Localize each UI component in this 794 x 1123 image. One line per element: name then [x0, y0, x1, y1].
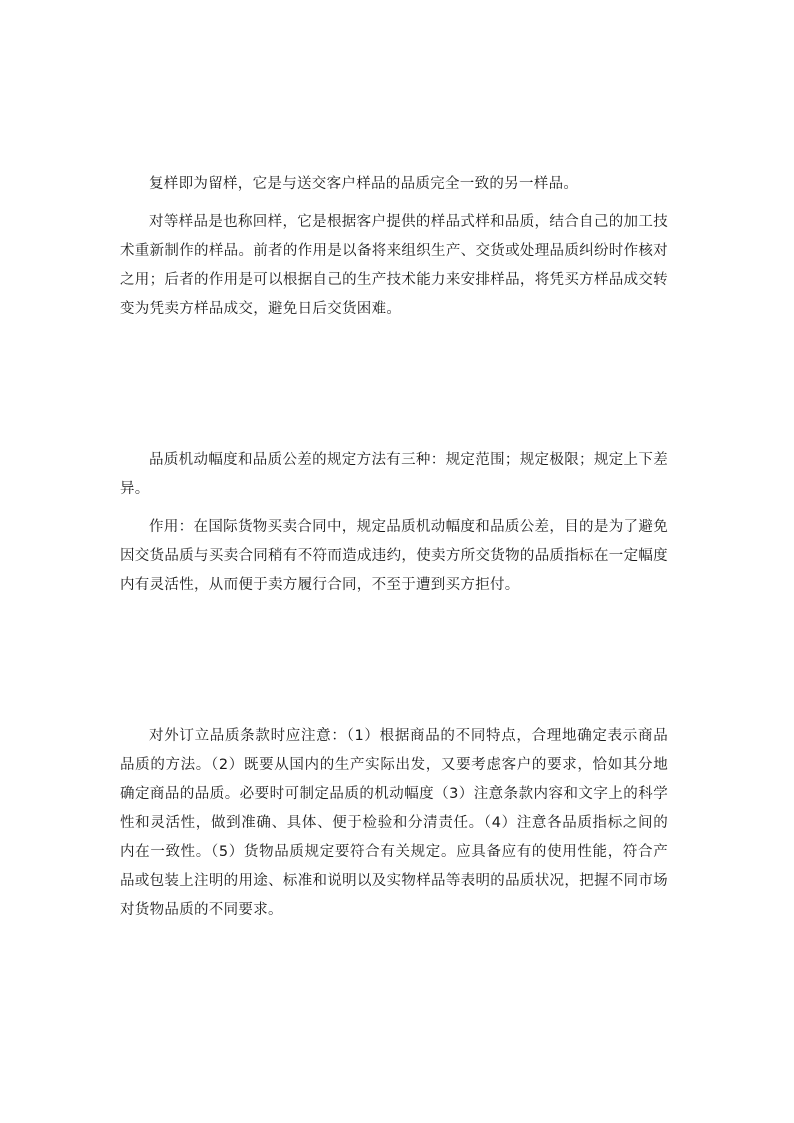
paragraph-quality-tolerance-methods: 品质机动幅度和品质公差的规定方法有三种：规定范围；规定极限；规定上下差异。 — [120, 452, 668, 497]
paragraph-retained-sample: 复样即为留样，它是与送交客户样品的品质完全一致的另一样品。 — [149, 176, 579, 192]
paragraph-counter-sample: 对等样品是也称回样，它是根据客户提供的样品式样和品质，结合自己的加工技术重新制作的样品。前者的作用是以备将来组织生产、交货或处理品质纠纷时作核对之用；后者的作用是可以根据自己的生产技术能力来安排样品，将凭买方样品成交转变为凭卖方样品成交，避免日后交货困难。 — [120, 214, 668, 317]
paragraph-quality-clause-notes: 对外订立品质条款时应注意：（1）根据商品的不同特点，合理地确定表示商品品质的方法。（2）既要从国内的生产实际出发，又要考虑客户的要求，恰如其分地确定商品的品质。必要时可制定品质的机动幅度（3）注意条款内容和文字上的科学性和灵活性，做到准确、具体、便于检验和分清责任。（4）注意各品质指标之间的内在一致性。（5）货物品质规定要符合有关规定。应具备应有的使用性能，符合产品或包装上注明的用途、标准和说明以及实物样品等表明的品质状况，把握不同市场对货物品质的不同要求。 — [120, 728, 668, 918]
paragraph-tolerance-purpose: 作用：在国际货物买卖合同中，规定品质机动幅度和品质公差，目的是为了避免因交货品质与买卖合同稍有不符而造成违约，使卖方所交货物的品质指标在一定幅度内有灵活性，从而便于卖方履行合同，不至于遭到买方拒付。 — [120, 519, 668, 593]
